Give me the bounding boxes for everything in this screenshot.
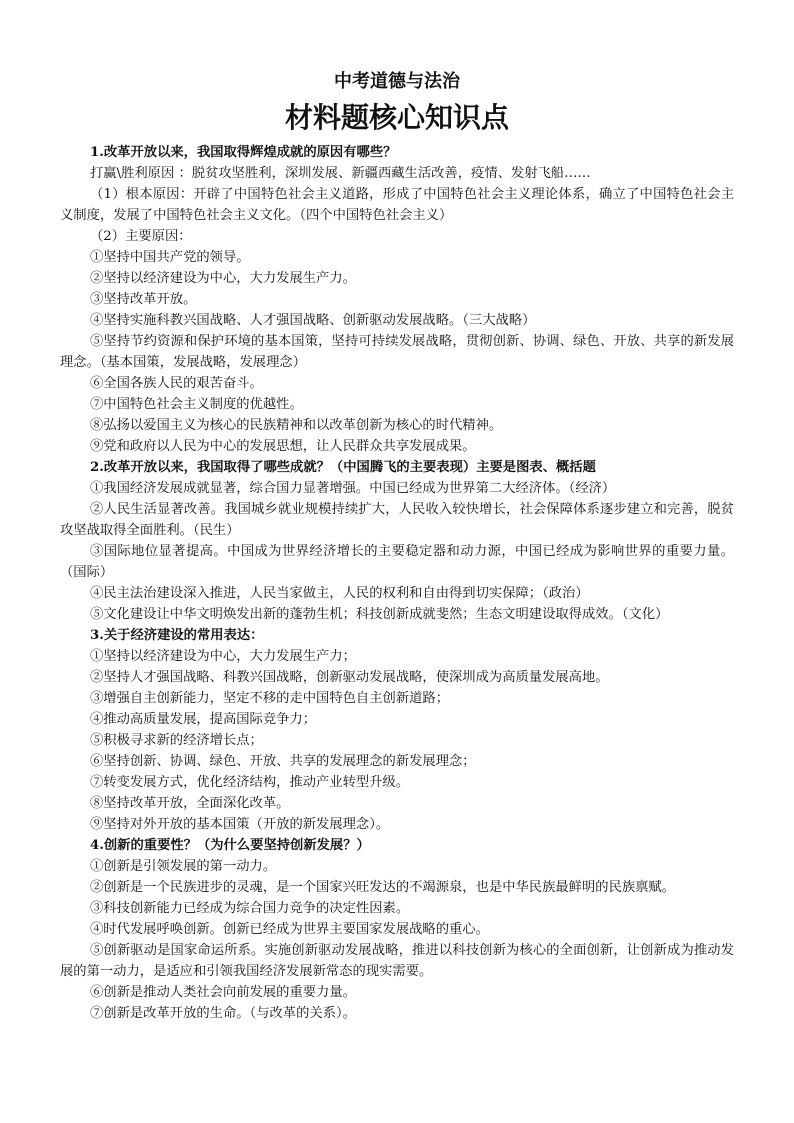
section-heading: 1.改革开放以来，我国取得辉煌成就的原因有哪些？ [90, 145, 397, 160]
section-heading: 4.创新的重要性？（为什么要坚持创新发展？） [90, 838, 370, 853]
paragraph-line: ⑨坚持对外开放的基本国策（开放的新发展理念）。 [90, 817, 390, 832]
paragraph-line: ①坚持以经济建设为中心，大力发展生产力； [90, 649, 356, 664]
paragraph-line: ②坚持以经济建设为中心，大力发展生产力。 [90, 271, 356, 286]
paragraph-line: ④推动高质量发展，提高国际竞争力； [90, 712, 317, 727]
document-body [60, 142, 734, 1024]
paragraph-line: ⑧坚持改革开放，全面深化改革。 [90, 796, 290, 811]
paragraph-line: ④民主法治建设深入推进，人民当家做主，人民的权利和自由得到切实保障；（政治） [90, 586, 589, 601]
section-heading: 3.关于经济建设的常用表达： [90, 628, 264, 643]
paragraph-line: ⑥创新是推动人类社会向前发展的重要力量。 [90, 985, 356, 1000]
paragraph-line: ①坚持中国共产党的领导。 [90, 250, 250, 265]
paragraph-line: ⑨党和政府以人民为中心的发展思想，让人民群众共享发展成果。 [90, 439, 476, 454]
paragraph-line: ②创新是一个民族进步的灵魂，是一个国家兴旺发达的不竭源泉，也是中华民族最鲜明的民族禀赋。 [90, 880, 676, 895]
paragraph-line: ③增强自主创新能力，坚定不移的走中国特色自主创新道路； [90, 691, 450, 706]
paragraph-line: ③科技创新能力已经成为综合国力竞争的决定性因素。 [90, 901, 410, 916]
section-heading: 2.改革开放以来，我国取得了哪些成就？（中国腾飞的主要表现）主要是图表、概括题 [90, 460, 596, 475]
paragraph-line: ⑦创新是改革开放的生命。（与改革的关系）。 [90, 1006, 356, 1021]
paragraph-line: ⑥坚持创新、协调、绿色、开放、共享的发展理念的新发展理念； [90, 754, 476, 769]
paragraph-line: ⑦中国特色社会主义制度的优越性。 [90, 397, 303, 412]
paragraph-line: ⑦转变发展方式，优化经济结构，推动产业转型升级。 [90, 775, 410, 790]
paragraph-line: ③坚持改革开放。 [90, 292, 197, 307]
document-subtitle: 材料题核心知识点 [284, 101, 509, 134]
paragraph-line: ⑤积极寻求新的经济增长点； [90, 733, 263, 748]
paragraph-line: ①我国经济发展成就显著，综合国力显著增强。中国已经成为世界第二大经济体。（经济） [90, 481, 616, 496]
paragraph-line: 打赢\胜利原因 ：脱贫攻坚胜利，深圳发展、新疆西藏生活改善，疫情、发射飞船…… [90, 166, 591, 181]
document-title: 中考道德与法治 [334, 71, 460, 92]
paragraph-line: ⑧弘扬以爱国主义为核心的民族精神和以改革创新为核心的时代精神。 [90, 418, 503, 433]
paragraph-line: ⑤坚持节约资源和保护环境的基本国策，坚持可持续发展战略，贯彻创新、协调、绿色、开放、共享的新发展理念。（基本国策，发展战略，发展理念） [60, 334, 734, 370]
paragraph-line: （2）主要原因： [90, 229, 192, 244]
paragraph-line: ②坚持人才强国战略、科教兴国战略，创新驱动发展战略，使深圳成为高质量发展高地。 [90, 670, 609, 685]
paragraph-line: ④坚持实施科教兴国战略、人才强国战略、创新驱动发展战略。（三大战略） [90, 313, 536, 328]
paragraph-line: ⑥全国各族人民的艰苦奋斗。 [90, 376, 263, 391]
paragraph-line: （1）根本原因：开辟了中国特色社会主义道路，形成了中国特色社会主义理论体系，确立了中国特色社会主义制度，发展了中国特色社会主义文化。（四个中国特色社会主义） [60, 187, 734, 223]
paragraph-line: ③国际地位显著提高。中国成为世界经济增长的主要稳定器和动力源，中国已经成为影响世界的重要力量。（国际） [60, 544, 734, 580]
paragraph-line: ②人民生活显著改善。我国城乡就业规模持续扩大，人民收入较快增长，社会保障体系逐步建立和完善，脱贫攻坚战取得全面胜利。（民生） [60, 502, 734, 538]
paragraph-line: ④时代发展呼唤创新。创新已经成为世界主要国家发展战略的重心。 [90, 922, 489, 937]
paragraph-line: ①创新是引领发展的第一动力。 [90, 859, 277, 874]
paragraph-line: ⑤文化建设让中华文明焕发出新的蓬勃生机；科技创新成就斐然；生态文明建设取得成效。（文化） [90, 607, 669, 622]
paragraph-line: ⑤创新驱动是国家命运所系。实施创新驱动发展战略，推进以科技创新为核心的全面创新，让创新成为推动发展的第一动力，是适应和引领我国经济发展新常态的现实需要。 [60, 943, 734, 979]
